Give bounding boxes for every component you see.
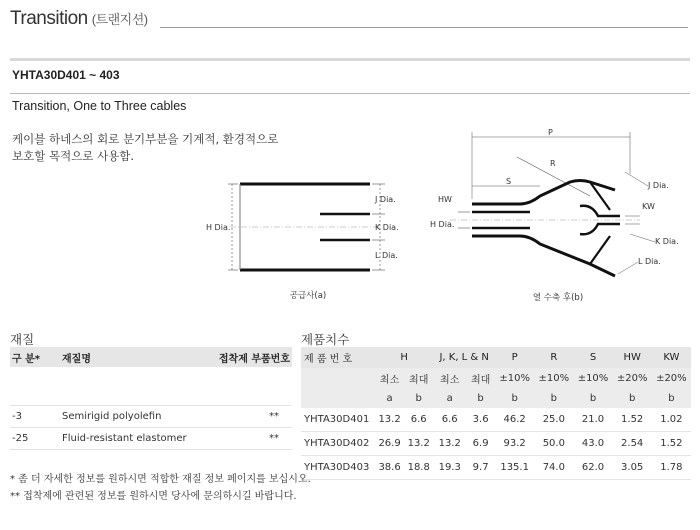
material-section-title: 재질 [10,332,35,347]
dim-header-p: P [495,347,534,368]
dim-header-s: S [573,347,612,368]
dimensions-table [301,347,691,480]
dim-h-min: 38.6 [375,456,404,480]
dim-state: b [573,388,612,408]
dim-kw: 1.52 [652,432,691,456]
material-code: -25 [10,428,60,450]
dim-header-row-1 [301,347,691,368]
fig-right-h-label: H Dia. [430,220,455,229]
material-table [10,347,292,450]
page-title [10,8,148,30]
material-header-adhesive: 접착제 부품번호 [214,347,292,367]
material-code: -3 [10,406,60,428]
dim-r: 74.0 [534,456,573,480]
dim-state: a [433,388,466,408]
dim-header-hw: HW [613,347,652,368]
table-row [10,428,292,450]
dim-header-jkln: J, K, L & N [433,347,495,368]
dim-tol: 최대 [466,368,495,388]
fig-right-s-label: S [506,177,512,186]
dim-hw: 2.54 [613,432,652,456]
fig-left-h-label: H Dia. [206,223,231,232]
dim-j-min: 19.3 [433,456,466,480]
dim-j-max: 6.9 [466,432,495,456]
figure-shrunk [420,124,695,309]
product-name: Transition, One to Three cables [12,99,187,113]
figure-supplied [200,172,420,307]
table-row [301,408,691,432]
dim-tol: ±10% [573,368,612,388]
page-subtitle: (트랜지션) [91,12,148,27]
material-header-row [10,347,292,367]
dim-p: 46.2 [495,408,534,432]
dim-kw: 1.78 [652,456,691,480]
dim-header-kw: KW [652,347,691,368]
material-header-name: 재질명 [60,347,214,367]
dim-part: YHTA30D403 [301,456,375,480]
header-divider [160,27,688,28]
table-row [301,432,691,456]
fig-right-kw-label: KW [642,202,655,211]
dim-hw: 3.05 [613,456,652,480]
dim-part: YHTA30D401 [301,408,375,432]
dim-part: YHTA30D402 [301,432,375,456]
fig-right-l-label: L Dia. [638,257,661,266]
part-range: YHTA30D401 ~ 403 [12,68,120,82]
dim-j-max: 9.7 [466,456,495,480]
dim-s: 21.0 [573,408,612,432]
material-adhesive: ** [214,406,292,428]
fig-right-hw-label: HW [438,195,452,204]
page-title-text: Transition [10,8,88,29]
dim-state: b [404,388,433,408]
dim-hw: 1.52 [613,408,652,432]
dim-h-min: 13.2 [375,408,404,432]
material-spacer-row [10,367,292,406]
fig-left-caption: 공급사(a) [289,291,327,301]
dim-tol: 최대 [404,368,433,388]
material-header-code: 구 분* [10,347,60,367]
material-name: Fluid-resistant elastomer [60,428,214,450]
dim-p: 93.2 [495,432,534,456]
dim-j-min: 13.2 [433,432,466,456]
dim-header-h: H [375,347,433,368]
dim-h-min: 26.9 [375,432,404,456]
dim-state: b [613,388,652,408]
fig-right-p-label: P [548,128,553,137]
dim-kw: 1.02 [652,408,691,432]
dim-r: 25.0 [534,408,573,432]
dim-state: b [495,388,534,408]
dim-j-max: 3.6 [466,408,495,432]
dim-header-row-2 [301,368,691,388]
fig-right-k-label: K Dia. [655,237,679,246]
dim-tol: ±10% [534,368,573,388]
dim-j-min: 6.6 [433,408,466,432]
dim-h-max: 13.2 [404,432,433,456]
part-bar-top [10,58,690,61]
fig-right-caption: 열 수축 후(b) [532,293,584,303]
fig-left-l-label: L Dia. [375,251,398,260]
fig-right-r-label: R [550,159,556,168]
dim-header-row-3 [301,388,691,408]
dim-r: 50.0 [534,432,573,456]
material-adhesive: ** [214,428,292,450]
dim-p: 135.1 [495,456,534,480]
product-description [12,131,312,165]
dim-s: 62.0 [573,456,612,480]
dim-state: b [534,388,573,408]
dim-s: 43.0 [573,432,612,456]
dim-tol: 최소 [433,368,466,388]
dim-header-r: R [534,347,573,368]
fig-left-j-label: J Dia. [375,195,396,204]
dimensions-section-title: 제품치수 [301,332,350,347]
footnote-2: ** 접착제에 관련된 정보를 원하시면 당사에 문의하시길 바랍니다. [10,491,297,502]
part-bar-bottom [10,93,690,94]
dim-state: a [375,388,404,408]
dim-tol: ±20% [652,368,691,388]
dim-tol: ±10% [495,368,534,388]
dim-tol: ±20% [613,368,652,388]
material-name: Semirigid polyolefin [60,406,214,428]
description-line-1: 케이블 하네스의 회로 분기부분을 기계적, 환경적으로 [12,132,279,146]
dim-h-max: 6.6 [404,408,433,432]
dim-header-part: 제 품 번 호 [301,347,375,368]
footnote-1: * 좀 더 자세한 정보를 원하시면 적합한 재질 정보 페이지를 보십시오. [10,474,311,485]
dim-state: b [466,388,495,408]
table-row [301,456,691,480]
description-line-2: 보호할 목적으로 사용함. [12,149,135,163]
table-row [10,406,292,428]
dim-tol: 최소 [375,368,404,388]
fig-left-k-label: K Dia. [375,223,399,232]
dim-state: b [652,388,691,408]
dim-h-max: 18.8 [404,456,433,480]
fig-right-j-label: J Dia. [648,181,669,190]
